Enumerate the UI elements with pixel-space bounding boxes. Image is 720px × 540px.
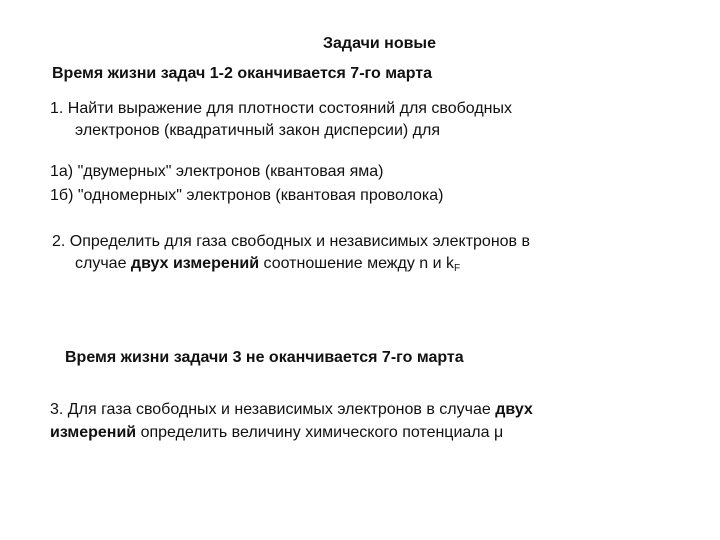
task-3-emphasis-2: измерений: [50, 424, 137, 441]
task-1b: 1б) "одномерных" электронов (квантовая проволока): [50, 187, 444, 204]
task-3-text-suffix: определить величину химического потенциала μ: [136, 424, 504, 441]
task-2-emphasis: двух измерений: [130, 255, 260, 272]
task-1-line-1: 1. Найти выражение для плотности состояний для свободных: [50, 100, 513, 117]
fermi-subscript: F: [454, 263, 461, 274]
task-3-line-2: [50, 423, 503, 443]
task-1a: 1а) "двумерных" электронов (квантовая яма): [50, 163, 384, 180]
task-1-line-2: электронов (квадратичный закон дисперсии) для: [75, 122, 440, 139]
task-3-line-1: [50, 400, 533, 420]
deadline-task-3: Время жизни задачи 3 не оканчивается 7-го марта: [65, 349, 464, 366]
task-2-text-prefix: случае: [75, 255, 131, 272]
slide-title: Задачи новые: [323, 35, 436, 52]
task-2-line-1: 2. Определить для газа свободных и независимых электронов в: [52, 233, 530, 250]
task-2-text-suffix: соотношение между n и k: [259, 255, 455, 272]
task-2-line-2: [75, 254, 460, 279]
task-3-emphasis-1: двух: [495, 401, 533, 418]
deadline-tasks-1-2: Время жизни задач 1-2 оканчивается 7-го марта: [52, 65, 433, 82]
task-3-text-prefix: 3. Для газа свободных и независимых электронов в случае: [50, 401, 496, 418]
